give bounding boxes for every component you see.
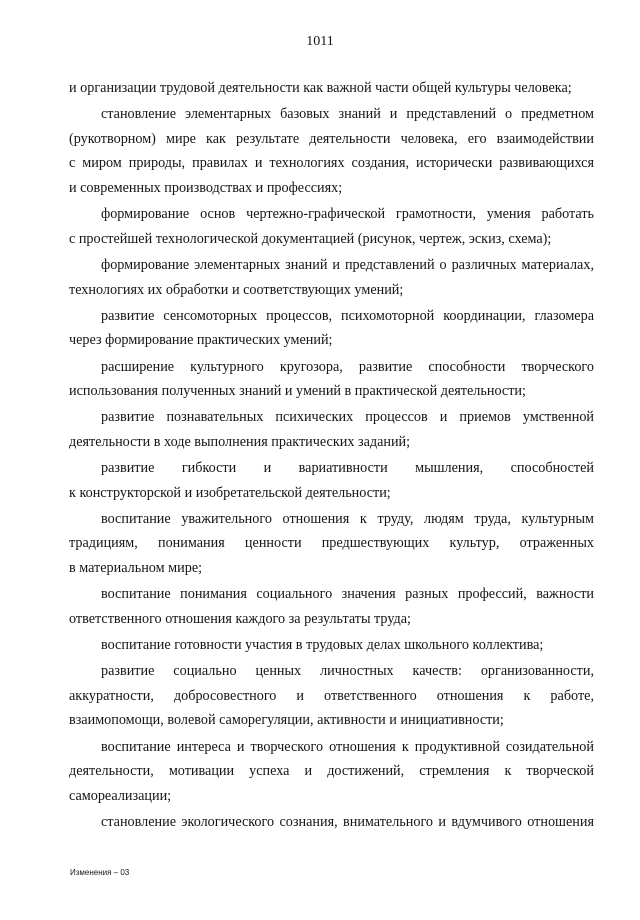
text-line: в материальном мире; <box>69 560 203 577</box>
text-line: через формирование практических умений; <box>69 332 333 349</box>
revision-footer: Изменения – 03 <box>70 868 130 877</box>
text-line: с миром природы, правилах и технологиях создания, исторически развивающихся <box>69 155 594 172</box>
text-line: воспитание интереса и творческого отношения к продуктивной созидательной <box>101 738 594 755</box>
text-line: развитие познавательных психических процессов и приемов умственной <box>101 409 594 426</box>
text-line: технологиях их обработки и соответствующих умений; <box>69 281 404 298</box>
text-line: самореализации; <box>69 787 172 804</box>
text-line: использования полученных знаний и умений в практической деятельности; <box>69 383 526 400</box>
document-body <box>69 76 594 835</box>
text-line: деятельности в ходе выполнения практических заданий; <box>69 433 411 450</box>
text-line: формирование основ чертежно-графической грамотности, умения работать <box>101 206 594 223</box>
text-line: развитие сенсомоторных процессов, психомоторной координации, глазомера <box>101 307 594 324</box>
text-line: аккуратности, добросовестного и ответственного отношения к работе, <box>69 687 594 704</box>
text-line: становление экологического сознания, внимательного и вдумчивого отношения <box>101 813 594 830</box>
text-line: и современных производствах и профессиях; <box>69 179 343 196</box>
page-number: 1011 <box>306 34 334 49</box>
text-line: развитие гибкости и вариативности мышления, способностей <box>101 460 594 477</box>
text-line: формирование элементарных знаний и представлений о различных материалах, <box>101 256 594 273</box>
text-line: воспитание готовности участия в трудовых делах школьного коллектива; <box>101 637 544 653</box>
text-line: воспитание понимания социального значения разных профессий, важности <box>101 586 594 603</box>
text-line: к конструкторской и изобретательской деятельности; <box>69 484 391 501</box>
text-line: развитие социально ценных личностных качеств: организованности, <box>101 663 594 680</box>
text-line: с простейшей технологической документацией (рисунок, чертеж, эскиз, схема); <box>69 230 552 247</box>
text-line: расширение культурного кругозора, развитие способности творческого <box>101 358 594 375</box>
text-line: становление элементарных базовых знаний и представлений о предметном <box>101 106 594 123</box>
text-line: (рукотворном) мире как результате деятельности человека, его взаимодействии <box>69 130 594 147</box>
text-line: деятельности, мотивации успеха и достижений, стремления к творческой <box>69 763 594 780</box>
text-line: воспитание уважительного отношения к труду, людям труда, культурным <box>101 510 594 527</box>
text-line: и организации трудовой деятельности как важной части общей культуры человека; <box>69 80 572 96</box>
text-line: ответственного отношения каждого за результаты труда; <box>69 610 411 627</box>
text-line: традициям, понимания ценности предшествующих культур, отраженных <box>69 535 594 552</box>
text-line: взаимопомощи, волевой саморегуляции, активности и инициативности; <box>69 712 504 729</box>
